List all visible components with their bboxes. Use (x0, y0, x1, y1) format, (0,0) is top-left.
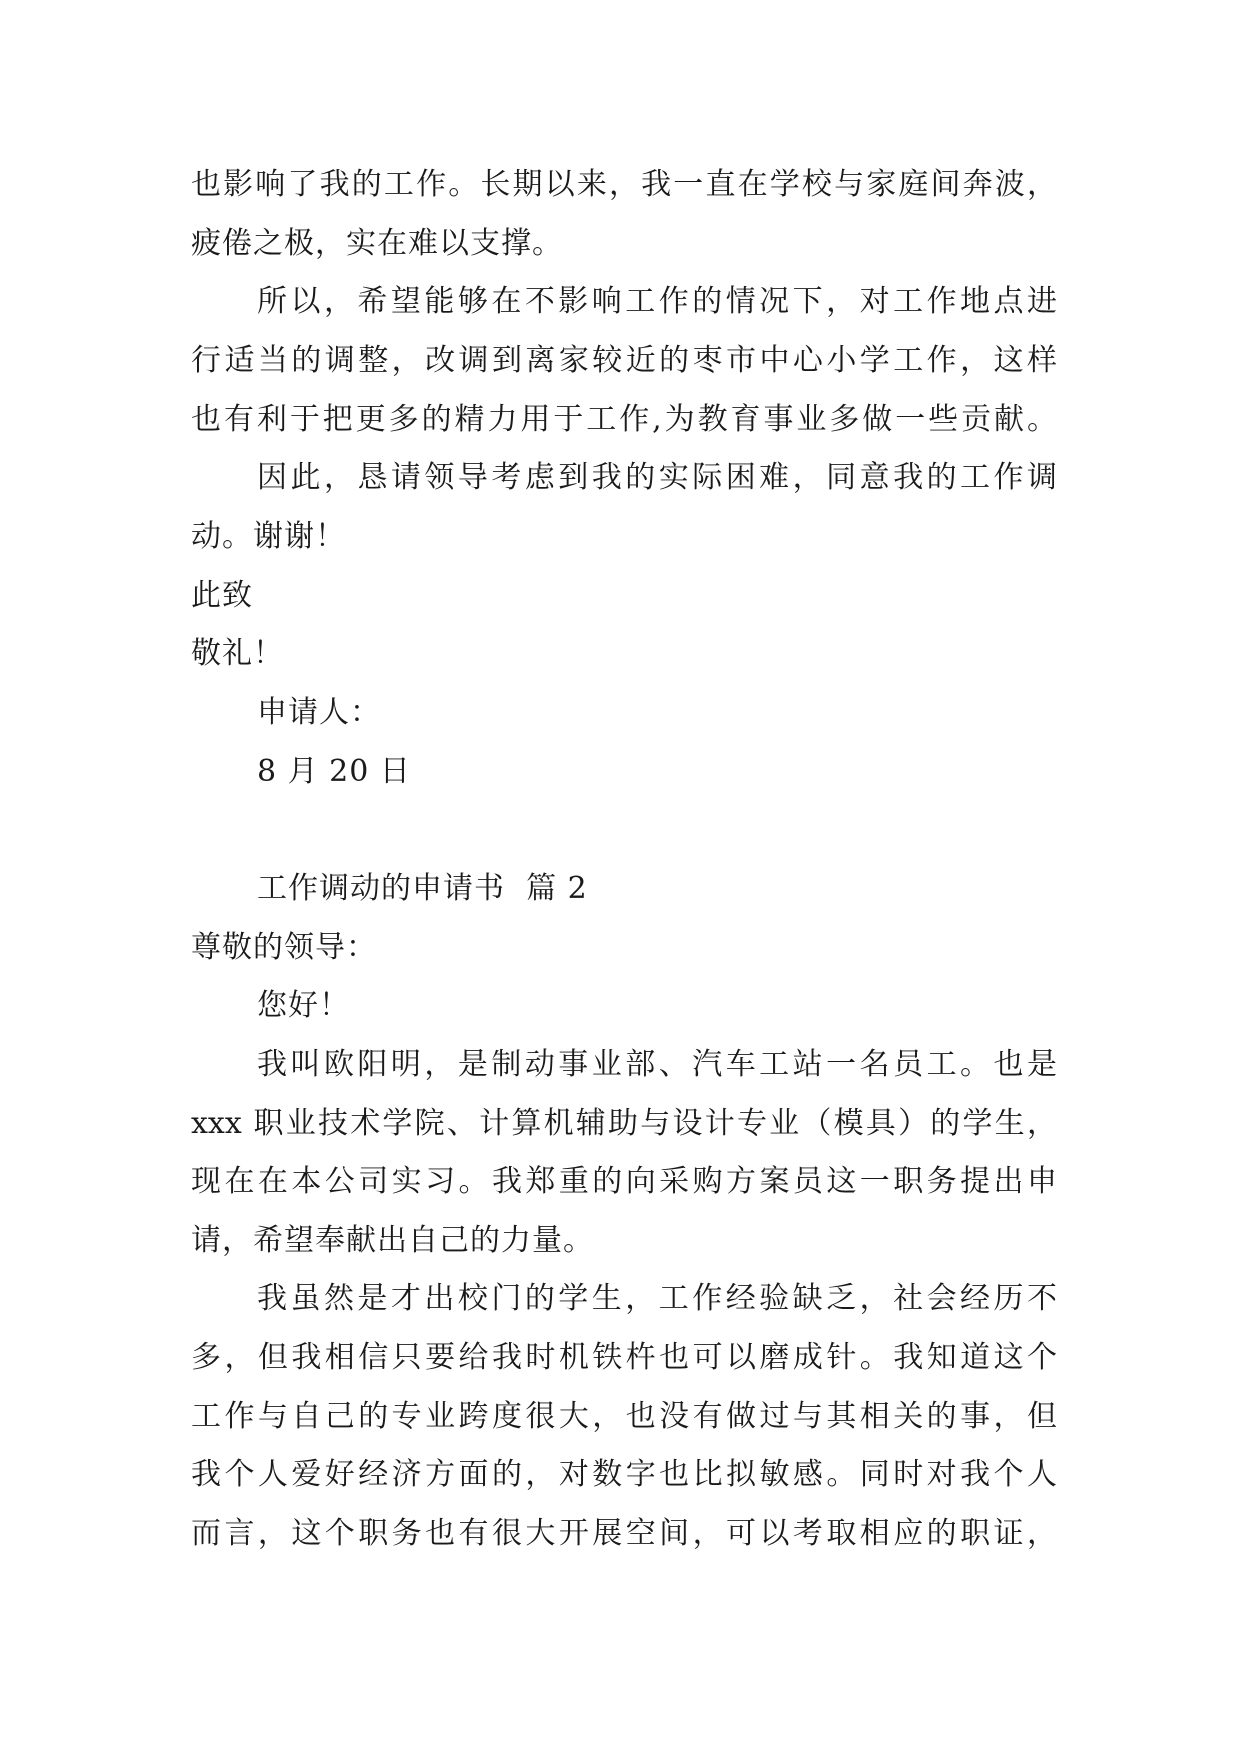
body-line: 我叫欧阳明，是制动事业部、汽车工站一名员工。也是 (257, 1046, 1057, 1082)
applicant-label: 申请人： (257, 694, 381, 730)
body-line: 所以，希望能够在不影响工作的情况下，对工作地点进 (257, 284, 1057, 320)
body-line: 动。谢谢！ (191, 518, 346, 554)
body-line: 多，但我相信只要给我时机铁杵也可以磨成针。我知道这个 (191, 1340, 1057, 1376)
salutation: 尊敬的领导： (191, 929, 377, 965)
body-line: 也影响了我的工作。长期以来，我一直在学校与家庭间奔波， (191, 167, 1057, 202)
body-line: 工作与自己的专业跨度很大，也没有做过与其相关的事，但 (191, 1398, 1057, 1434)
section-spacer (191, 801, 1057, 860)
body-line: 我虽然是才出校门的学生，工作经验缺乏，社会经历不 (257, 1281, 1057, 1317)
body-line: xxx 职业技术学院、计算机辅助与设计专业（模具）的学生， (191, 1105, 1057, 1141)
section-title: 工作调动的申请书 篇 2 (257, 870, 588, 906)
body-line: 疲倦之极，实在难以支撑。 (191, 225, 563, 261)
body-line: 请，希望奉献出自己的力量。 (191, 1222, 594, 1258)
closing-line: 此致 (191, 577, 253, 613)
document-text (191, 156, 1057, 1564)
body-line: 我个人爱好经济方面的，对数字也比拟敏感。同时对我个人 (191, 1457, 1057, 1493)
body-line: 因此，恳请领导考虑到我的实际困难，同意我的工作调 (257, 460, 1057, 496)
body-line: 行适当的调整，改调到离家较近的枣市中心小学工作，这样 (191, 342, 1057, 378)
body-line: 也有利于把更多的精力用于工作,为教育事业多做一些贡献。 (191, 401, 1057, 437)
closing-line: 敬礼！ (191, 636, 284, 672)
letter-date: 8 月 20 日 (257, 753, 411, 789)
letter-1 (191, 156, 1057, 801)
letter-2 (191, 860, 1057, 1564)
greeting: 您好！ (257, 988, 350, 1024)
body-line: 现在在本公司实习。我郑重的向采购方案员这一职务提出申 (191, 1164, 1057, 1200)
body-line: 而言，这个职务也有很大开展空间，可以考取相应的职证， (191, 1516, 1057, 1552)
